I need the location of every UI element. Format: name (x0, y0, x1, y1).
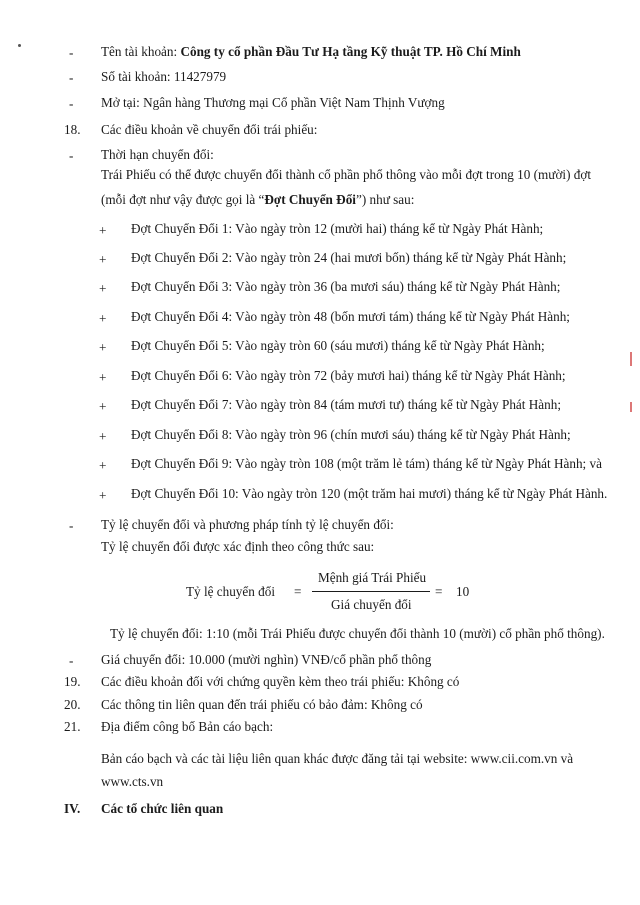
publication-pre: Bản cáo bạch và các tài liệu liên quan khác được đăng tải tại website: (101, 751, 471, 766)
term-intro-2 (101, 192, 414, 208)
account-number: Số tài khoản: 11427979 (101, 69, 227, 84)
dash-marker: - (69, 96, 74, 111)
section-18-title: Các điều khoản về chuyển đổi trái phiếu: (101, 122, 318, 137)
dash-marker: - (69, 70, 74, 85)
plus-marker: + (99, 340, 107, 355)
dash-marker: - (69, 518, 74, 533)
website-link-cts[interactable]: www.cts.vn (101, 774, 164, 789)
plus-marker: + (99, 223, 107, 238)
formula-denominator: Giá chuyển đổi (331, 597, 412, 612)
round-item: Đợt Chuyển Đổi 7: Vào ngày tròn 84 (tám mươi tư) tháng kể từ Ngày Phát Hành; (131, 397, 561, 412)
plus-marker: + (99, 370, 107, 385)
round-item: Đợt Chuyển Đổi 10: Vào ngày tròn 120 (một trăm hai mươi) tháng kể từ Ngày Phát Hành. (131, 486, 608, 501)
plus-marker: + (99, 458, 107, 473)
formula-result: 10 (456, 584, 470, 599)
dash-marker: - (69, 148, 74, 163)
plus-marker: + (99, 252, 107, 267)
website-link-cii[interactable]: www.cii.com.vn (470, 751, 558, 766)
section-21-number: 21. (64, 719, 81, 734)
conversion-price: Giá chuyển đổi: 10.000 (mười nghìn) VNĐ/cổ phần phổ thông (101, 652, 432, 667)
round-item: Đợt Chuyển Đổi 1: Vào ngày tròn 12 (mười hai) tháng kể từ Ngày Phát Hành; (131, 221, 544, 236)
fraction-bar (312, 591, 430, 592)
formula-equals: = (435, 584, 443, 599)
round-item: Đợt Chuyển Đổi 6: Vào ngày tròn 72 (bảy mươi hai) tháng kể từ Ngày Phát Hành; (131, 368, 566, 383)
round-item: Đợt Chuyển Đổi 8: Vào ngày tròn 96 (chín mươi sáu) tháng kể từ Ngày Phát Hành; (131, 427, 571, 442)
account-name-label: Tên tài khoản: (101, 44, 181, 59)
round-item: Đợt Chuyển Đổi 2: Vào ngày tròn 24 (hai mươi bốn) tháng kể từ Ngày Phát Hành; (131, 250, 567, 265)
scan-speck (18, 44, 21, 47)
intro-bold-term: Đợt Chuyển Đổi (264, 192, 356, 207)
term-intro-1: Trái Phiếu có thể được chuyển đổi thành cổ phần phổ thông vào mỗi đợt trong 10 (mười) đợt (101, 167, 592, 182)
dash-marker: - (69, 45, 74, 60)
intro-post: ”) như sau: (355, 192, 415, 207)
formula-numerator: Mệnh giá Trái Phiếu (318, 570, 427, 585)
section-19-text: Các điều khoản đối với chứng quyền kèm theo trái phiếu: Không có (101, 674, 460, 689)
section-19-number: 19. (64, 674, 81, 689)
round-item: Đợt Chuyển Đổi 4: Vào ngày tròn 48 (bốn mươi tám) tháng kể từ Ngày Phát Hành; (131, 309, 570, 324)
plus-marker: + (99, 399, 107, 414)
publication-post: và (557, 751, 574, 766)
plus-marker: + (99, 281, 107, 296)
publication-text (101, 751, 573, 767)
section-20-text: Các thông tin liên quan đến trái phiếu có bảo đảm: Không có (101, 697, 423, 712)
ratio-text: Tỷ lệ chuyển đổi: 1:10 (mỗi Trái Phiếu được chuyển đổi thành 10 (mười) cổ phần phổ thông). (110, 626, 605, 641)
account-name (101, 44, 521, 60)
ratio-title: Tỷ lệ chuyển đổi và phương pháp tính tỷ lệ chuyển đổi: (101, 517, 394, 532)
plus-marker: + (99, 429, 107, 444)
round-item: Đợt Chuyển Đổi 9: Vào ngày tròn 108 (một trăm lẻ tám) tháng kể từ Ngày Phát Hành; và (131, 456, 602, 471)
margin-mark (630, 402, 632, 412)
dash-marker: - (69, 653, 74, 668)
ratio-intro: Tỷ lệ chuyển đổi được xác định theo công thức sau: (101, 539, 375, 554)
account-bank: Mở tại: Ngân hàng Thương mại Cổ phần Việt Nam Thịnh Vượng (101, 95, 445, 110)
plus-marker: + (99, 488, 107, 503)
round-item: Đợt Chuyển Đổi 5: Vào ngày tròn 60 (sáu mươi) tháng kể từ Ngày Phát Hành; (131, 338, 545, 353)
section-iv-number: IV. (64, 801, 81, 816)
margin-mark (630, 352, 632, 366)
section-18-number: 18. (64, 122, 81, 137)
intro-pre: (mỗi đợt như vậy được gọi là “ (101, 192, 265, 207)
account-name-value: Công ty cổ phần Đầu Tư Hạ tầng Kỹ thuật TP. Hồ Chí Minh (180, 44, 521, 59)
round-item: Đợt Chuyển Đổi 3: Vào ngày tròn 36 (ba mươi sáu) tháng kể từ Ngày Phát Hành; (131, 279, 561, 294)
section-21-text: Địa điểm công bố Bản cáo bạch: (101, 719, 274, 734)
term-title: Thời hạn chuyển đổi: (101, 147, 214, 162)
formula-lhs: Tỷ lệ chuyển đổi (186, 584, 275, 599)
section-iv-title: Các tổ chức liên quan (101, 801, 224, 816)
plus-marker: + (99, 311, 107, 326)
section-20-number: 20. (64, 697, 81, 712)
formula-equals: = (294, 584, 302, 599)
